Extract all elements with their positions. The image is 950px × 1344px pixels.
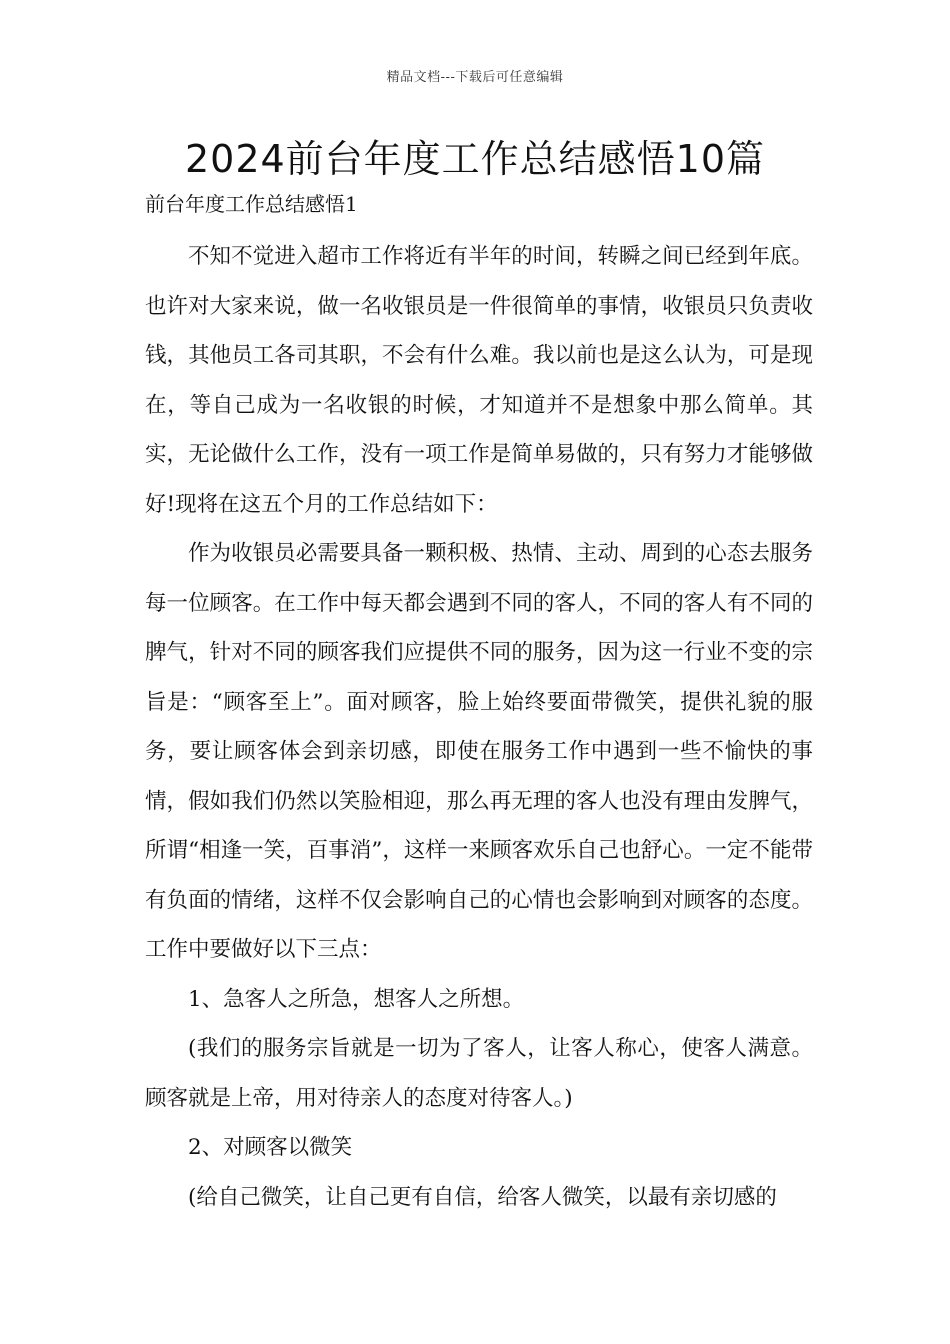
paragraph: 不知不觉进入超市工作将近有半年的时间，转瞬之间已经到年底。也许对大家来说，做一名收银员是一件很简单的事情，收银员只负责收钱，其他员工各司其职，不会有什么难。我以前也是这么认为，可是现在，等自己成为一名收银的时候，才知道并不是想象中那么简单。其实，无论做什么工作，没有一项工作是简单易做的，只有努力才能够做好!现将在这五个月的工作总结如下： <box>145 244 813 517</box>
body-text <box>145 232 813 1222</box>
page-header: 精品文档---下载后可任意编辑 <box>386 70 564 85</box>
list-item-point-2: 2、对顾客以微笑 <box>188 1135 353 1160</box>
section-heading: 前台年度工作总结感悟1 <box>145 192 358 216</box>
document-title: 2024前台年度工作总结感悟10篇 <box>184 137 766 181</box>
list-item-point-1: 1、急客人之所急，想客人之所想。 <box>188 986 525 1012</box>
paragraph: (我们的服务宗旨就是一切为了客人，让客人称心，使客人满意。顾客就是上帝，用对待亲人的态度对待客人。) <box>145 1036 813 1111</box>
paragraph: 作为收银员必需要具备一颗积极、热情、主动、周到的心态去服务每一位顾客。在工作中每天都会遇到不同的客人，不同的客人有不同的脾气，针对不同的顾客我们应提供不同的服务，因为这一行业不变的宗旨是：“顾客至上”。面对顾客，脸上始终要面带微笑，提供礼貌的服务，要让顾客体会到亲切感，即使在服务工作中遇到一些不愉快的事情，假如我们仍然以笑脸相迎，那么再无理的客人也没有理由发脾气，所谓“相逢一笑，百事消”，这样一来顾客欢乐自己也舒心。一定不能带有负面的情绪，这样不仅会影响自己的心情也会影响到对顾客的态度。工作中要做好以下三点： <box>145 541 813 962</box>
paragraph: (给自己微笑，让自己更有自信，给客人微笑，以最有亲切感的 <box>188 1184 777 1210</box>
